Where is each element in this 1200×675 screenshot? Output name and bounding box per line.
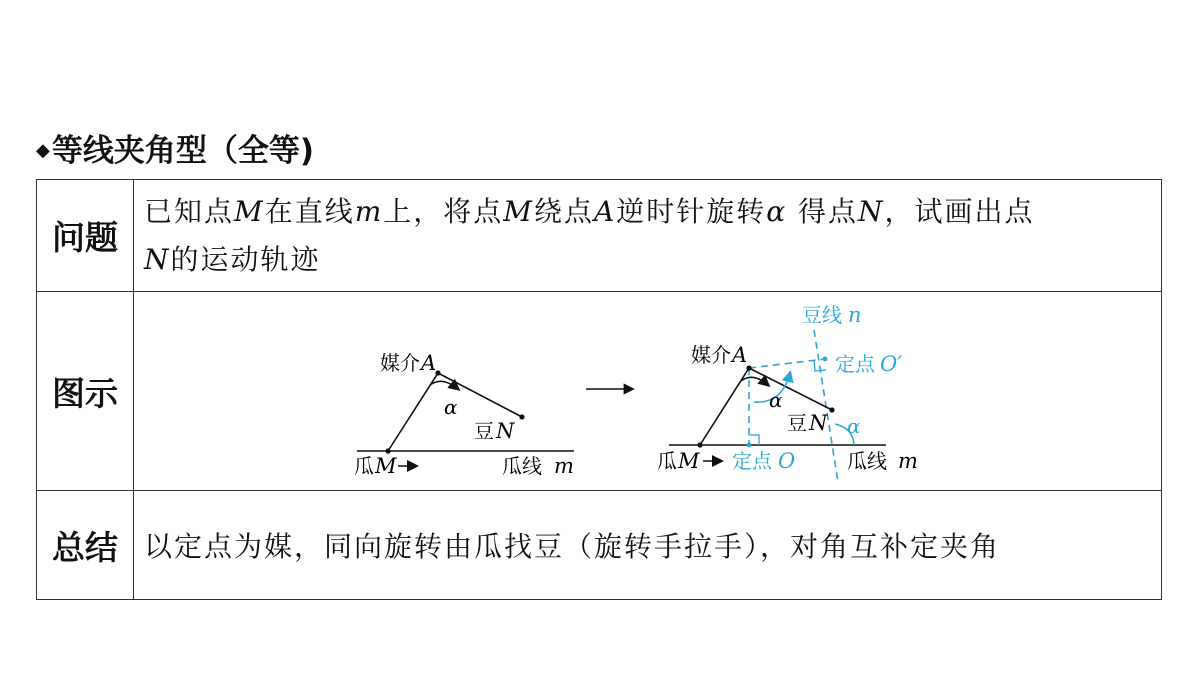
summary-row: [37, 491, 1162, 600]
label-alpha: α: [444, 395, 458, 419]
var-M: M: [234, 194, 265, 228]
left-figure: [354, 351, 574, 478]
summary-content: [134, 491, 1162, 600]
rotation-arc-arrow: [741, 377, 768, 385]
text: ，试画出点: [884, 194, 1035, 228]
label-M: M: [678, 449, 700, 473]
point-M: [697, 442, 702, 447]
label-m: m: [898, 449, 918, 473]
label-M: M: [375, 454, 397, 478]
var-M: M: [503, 194, 534, 228]
var-alpha: α: [766, 194, 788, 228]
point-N: [829, 407, 834, 412]
figure-row: [37, 292, 1162, 491]
segment-MA: [700, 368, 749, 445]
label-dou: 豆: [787, 411, 807, 435]
problem-line-2: [144, 236, 1153, 284]
problem-row: [37, 180, 1162, 292]
problem-content: [134, 180, 1162, 292]
problem-line-1: [144, 188, 1153, 236]
label-dingdian-1: 定点: [835, 352, 875, 376]
label-dou: 豆: [474, 419, 494, 443]
text: 在直线: [264, 194, 355, 228]
label-douxian: 豆线: [802, 303, 842, 327]
point-N: [519, 414, 524, 419]
label-O: O: [778, 449, 796, 473]
text: 已知点: [144, 194, 235, 228]
point-A: [746, 365, 751, 370]
figure-content: [134, 292, 1162, 491]
label-alpha-2: α: [847, 414, 861, 438]
point-M: [385, 448, 390, 453]
text: 上，将点: [383, 194, 504, 228]
label-n: n: [848, 303, 862, 327]
label-guaxian: 瓜线: [502, 454, 542, 478]
var-m: m: [354, 194, 384, 228]
label-A: A: [732, 343, 748, 367]
diamond-bullet-icon: ◆: [36, 140, 50, 161]
point-O: [747, 443, 752, 448]
text: 绕点: [533, 194, 594, 228]
right-figure: [657, 303, 918, 482]
label-dingdian-2: 定点: [732, 449, 772, 473]
label-O-prime: O′: [880, 352, 902, 376]
rotation-arc-arrow: [430, 381, 458, 389]
summary-label: 总结: [37, 491, 134, 600]
label-N: N: [496, 419, 515, 443]
text: 的运动轨迹: [170, 242, 321, 276]
label-A: A: [421, 351, 437, 375]
section-heading: [36, 132, 314, 170]
label-alpha-1: α: [769, 388, 783, 412]
section-title: 等线夹角型（全等): [51, 133, 315, 169]
text: 逆时针旋转: [616, 194, 767, 228]
geometry-figure: [134, 292, 1164, 490]
figure-label: 图示: [37, 292, 134, 491]
summary-text: 以定点为媒，同向旋转由瓜找豆（旋转手拉手），对角互补定夹角: [144, 530, 1001, 563]
label-guaxian: 瓜线: [847, 449, 887, 473]
label-N: N: [809, 411, 828, 435]
var-A: A: [593, 194, 617, 228]
label-gua: 瓜: [354, 454, 374, 478]
label-meijie: 媒介: [380, 351, 420, 375]
text: 得点: [787, 194, 859, 228]
point-A: [435, 370, 440, 375]
var-N: N: [858, 194, 885, 228]
point-O-prime: [823, 357, 828, 362]
summary-table: [36, 179, 1162, 600]
problem-label: 问题: [37, 180, 134, 292]
segment-AN: [749, 368, 832, 410]
var-N: N: [144, 242, 171, 276]
label-meijie: 媒介: [691, 343, 731, 367]
label-gua: 瓜: [657, 449, 677, 473]
label-m: m: [554, 454, 574, 478]
